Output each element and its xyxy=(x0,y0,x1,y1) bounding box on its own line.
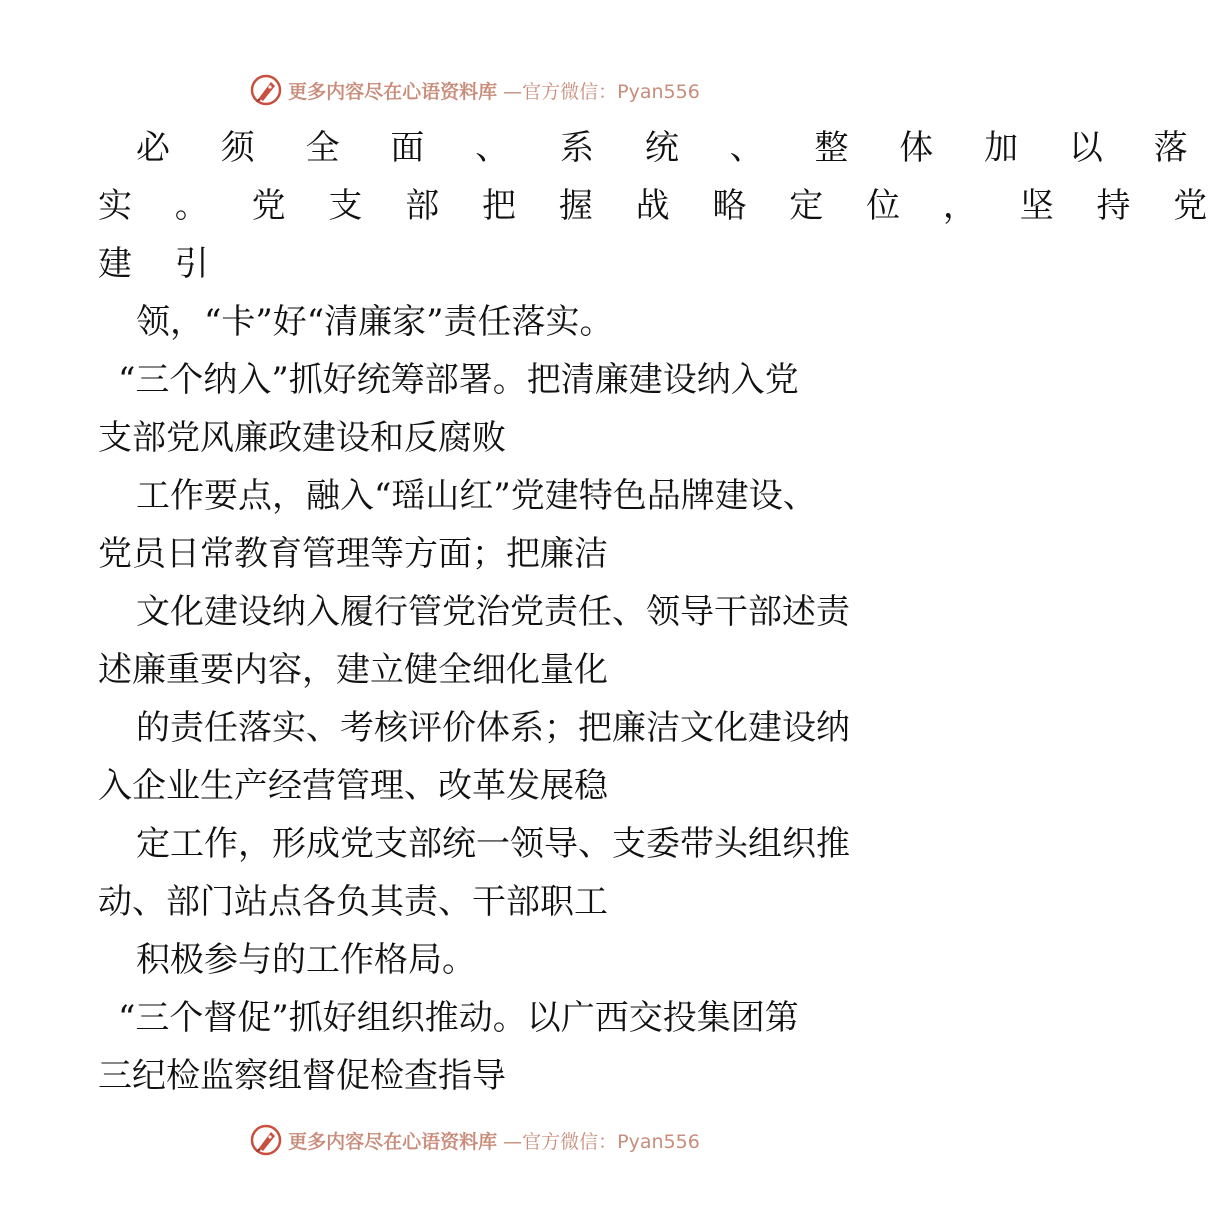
text-line: 入企业生产经营管理、改革发展稳 xyxy=(98,766,608,806)
text-line: 建 引 xyxy=(98,244,225,284)
text-line: 述廉重要内容，建立健全细化量化 xyxy=(98,650,608,690)
watermark-brand-text: 更多内容尽在心语资料库 xyxy=(288,1130,498,1153)
text-line: 定工作，形成党支部统一领导、支委带头组织推 xyxy=(136,824,850,864)
text-line: “三个纳入”抓好统筹部署。把清廉建设纳入党 xyxy=(118,360,799,400)
text-line: 实 。 党 支 部 把 握 战 略 定 位 ， 坚 持 党 xyxy=(98,186,1223,226)
fountain-pen-logo-icon xyxy=(250,74,282,106)
text-line: 积极参与的工作格局。 xyxy=(136,940,476,980)
text-line: 党员日常教育管理等方面；把廉洁 xyxy=(98,534,608,574)
text-line: 文化建设纳入履行管党治党责任、领导干部述责 xyxy=(136,592,850,632)
text-line: 三纪检监察组督促检查指导 xyxy=(98,1056,506,1096)
text-line: 动、部门站点各负其责、干部职工 xyxy=(98,882,608,922)
text-line: 工作要点，融入“瑶山红”党建特色品牌建设、 xyxy=(136,476,817,516)
text-line: 领，“卡”好“清廉家”责任落实。 xyxy=(136,302,614,342)
footer-watermark xyxy=(0,1120,950,1160)
watermark-contact-text: —官方微信：Pyan556 xyxy=(503,1130,700,1153)
watermark-contact-text: —官方微信：Pyan556 xyxy=(503,80,700,103)
text-line: “三个督促”抓好组织推动。以广西交投集团第 xyxy=(118,998,799,1038)
text-line: 支部党风廉政建设和反腐败 xyxy=(98,418,506,458)
text-line: 的责任落实、考核评价体系；把廉洁文化建设纳 xyxy=(136,708,850,748)
watermark-brand-text: 更多内容尽在心语资料库 xyxy=(288,80,498,103)
header-watermark xyxy=(0,70,950,110)
text-line: 必 须 全 面 、 系 统 、 整 体 加 以 落 xyxy=(136,128,1208,168)
fountain-pen-logo-icon xyxy=(250,1124,282,1156)
